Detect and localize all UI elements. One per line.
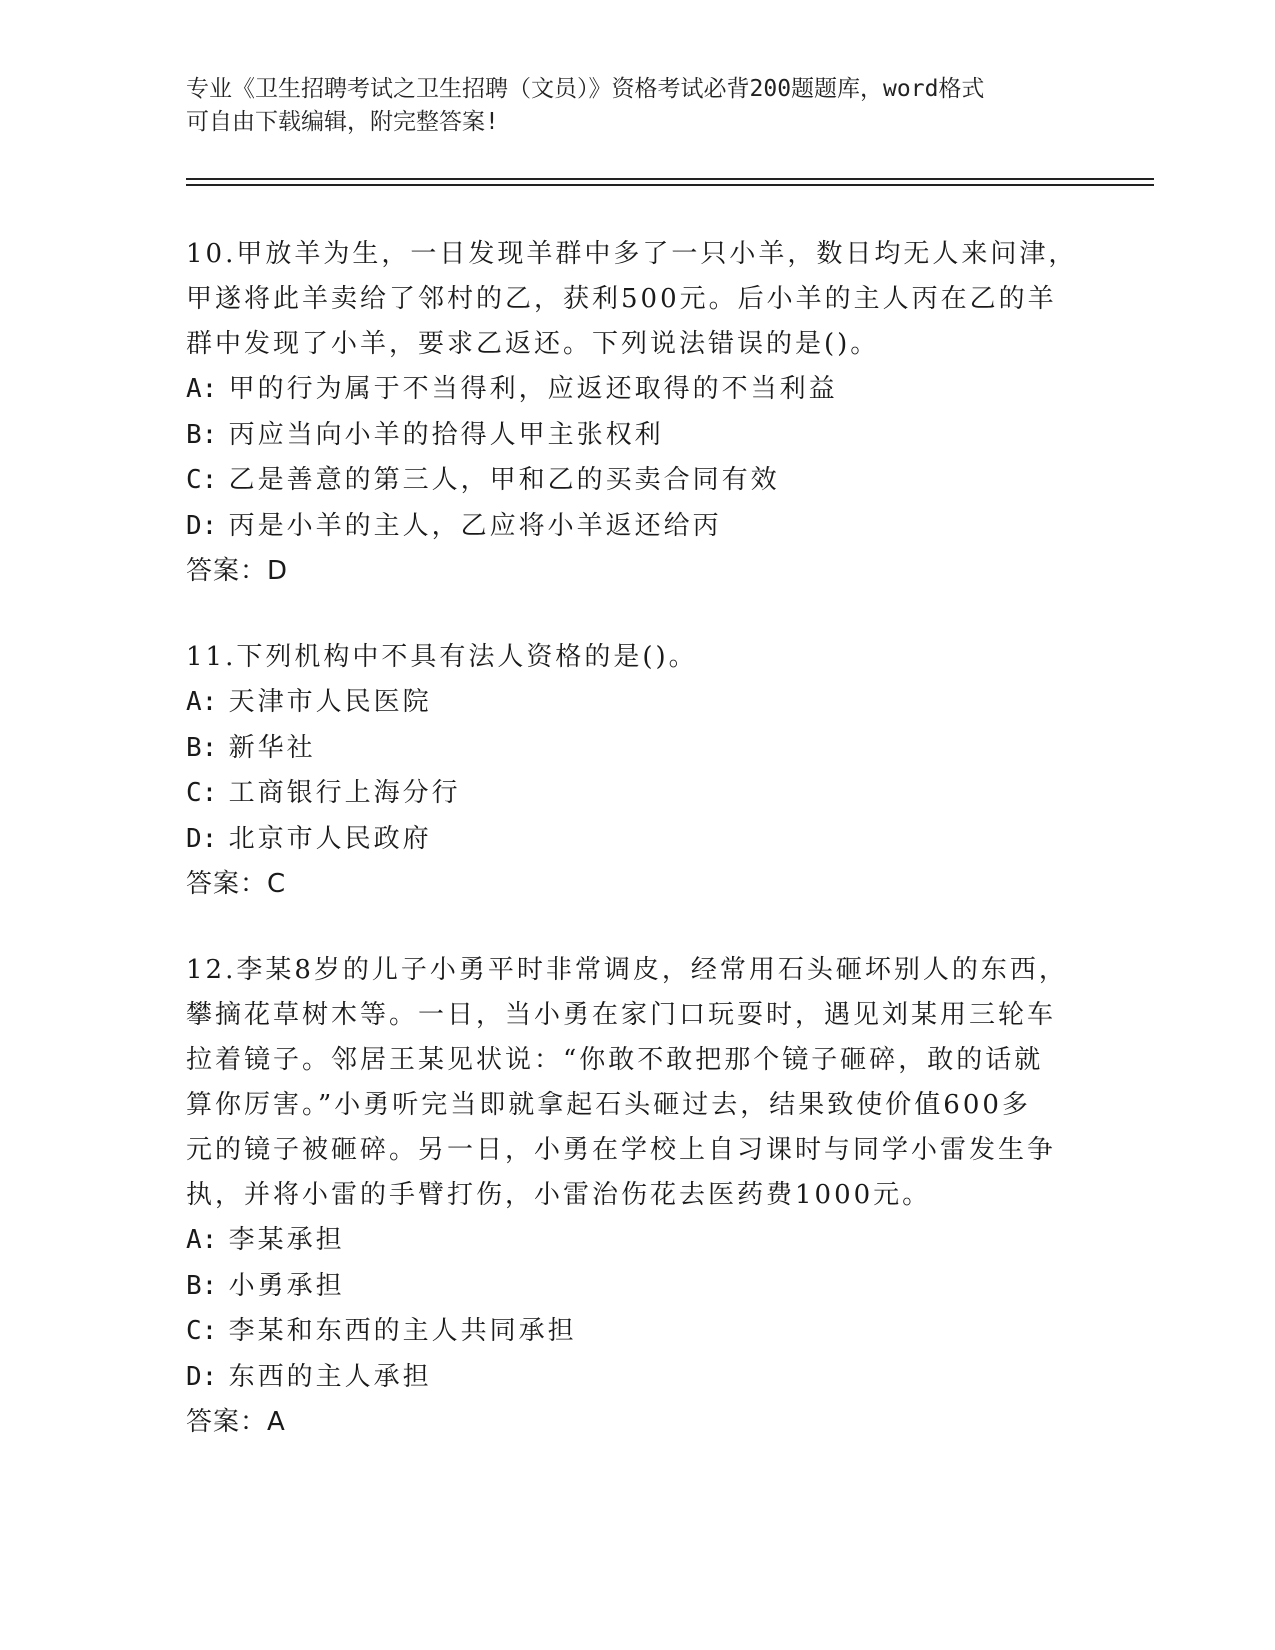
option-letter: D: <box>186 823 218 854</box>
question-stem-line: 群中发现了小羊，要求乙返还。下列说法错误的是()。 <box>186 329 880 359</box>
answer-line: 答案：A <box>186 1407 286 1437</box>
option-text: 甲的行为属于不当得利，应返还取得的不当利益 <box>228 374 838 404</box>
option-c <box>186 771 1086 817</box>
option-text: 小勇承担 <box>228 1270 345 1301</box>
option-letter: A: <box>186 687 218 717</box>
option-letter: A: <box>186 374 218 404</box>
option-d <box>186 504 1086 550</box>
question-stem-line: 拉着镜子。邻居王某见状说：“你敢不敢把那个镜子砸碎，敢的话就 <box>186 1045 1044 1075</box>
answer-line: 答案：D <box>186 556 289 586</box>
header-divider-top <box>186 178 1154 180</box>
question-12 <box>186 948 1086 1445</box>
question-stem-line: 11.下列机构中不具有法人资格的是()。 <box>186 642 698 672</box>
option-text: 丙是小羊的主人，乙应将小羊返还给丙 <box>228 510 722 541</box>
option-text: 北京市人民政府 <box>228 823 432 854</box>
option-text: 乙是善意的第三人，甲和乙的买卖合同有效 <box>228 465 780 495</box>
question-10 <box>186 232 1086 594</box>
option-text: 李某承担 <box>228 1225 345 1255</box>
header-divider-bottom <box>186 184 1154 186</box>
option-letter: B: <box>186 1270 218 1301</box>
option-text: 新华社 <box>228 732 316 763</box>
option-a <box>186 367 1086 413</box>
option-b <box>186 413 1086 459</box>
answer-line: 答案：C <box>186 869 287 899</box>
option-letter: C: <box>186 778 218 808</box>
question-list <box>186 232 1086 1445</box>
option-letter: B: <box>186 732 218 763</box>
option-a <box>186 1218 1086 1264</box>
option-text: 李某和东西的主人共同承担 <box>228 1316 577 1346</box>
question-spacer <box>186 594 1086 635</box>
header-line-1: 专业《卫生招聘考试之卫生招聘（文员）》资格考试必背200题题库，word格式 <box>186 76 985 102</box>
question-stem-line: 10.甲放羊为生，一日发现羊群中多了一只小羊，数日均无人来问津， <box>186 239 1078 269</box>
question-stem-line: 攀摘花草树木等。一日，当小勇在家门口玩耍时，遇见刘某用三轮车 <box>186 1000 1057 1030</box>
document-header <box>186 73 1086 139</box>
option-letter: B: <box>186 419 218 450</box>
question-spacer <box>186 907 1086 948</box>
option-letter: D: <box>186 1361 218 1392</box>
header-line-2: 可自由下载编辑，附完整答案! <box>186 109 499 135</box>
option-letter: C: <box>186 465 218 495</box>
option-text: 天津市人民医院 <box>228 687 432 717</box>
question-stem-line: 执，并将小雷的手臂打伤，小雷治伤花去医药费1000元。 <box>186 1180 932 1210</box>
question-stem-line: 算你厉害。”小勇听完当即就拿起石头砸过去，结果致使价值600多 <box>186 1090 1031 1120</box>
option-d <box>186 817 1086 863</box>
option-letter: A: <box>186 1225 218 1255</box>
option-b <box>186 1264 1086 1310</box>
question-stem-line: 甲遂将此羊卖给了邻村的乙，获利500元。后小羊的主人丙在乙的羊 <box>186 284 1057 314</box>
question-stem-line: 12.李某8岁的儿子小勇平时非常调皮，经常用石头砸坏别人的东西， <box>186 955 1068 985</box>
option-text: 工商银行上海分行 <box>228 778 461 808</box>
option-d <box>186 1355 1086 1401</box>
option-c <box>186 1309 1086 1355</box>
question-stem-line: 元的镜子被砸碎。另一日，小勇在学校上自习课时与同学小雷发生争 <box>186 1135 1057 1165</box>
option-letter: C: <box>186 1316 218 1346</box>
option-a <box>186 680 1086 726</box>
option-text: 东西的主人承担 <box>228 1361 432 1392</box>
option-c <box>186 458 1086 504</box>
option-letter: D: <box>186 510 218 541</box>
option-b <box>186 726 1086 772</box>
question-11 <box>186 635 1086 907</box>
option-text: 丙应当向小羊的拾得人甲主张权利 <box>228 419 664 450</box>
